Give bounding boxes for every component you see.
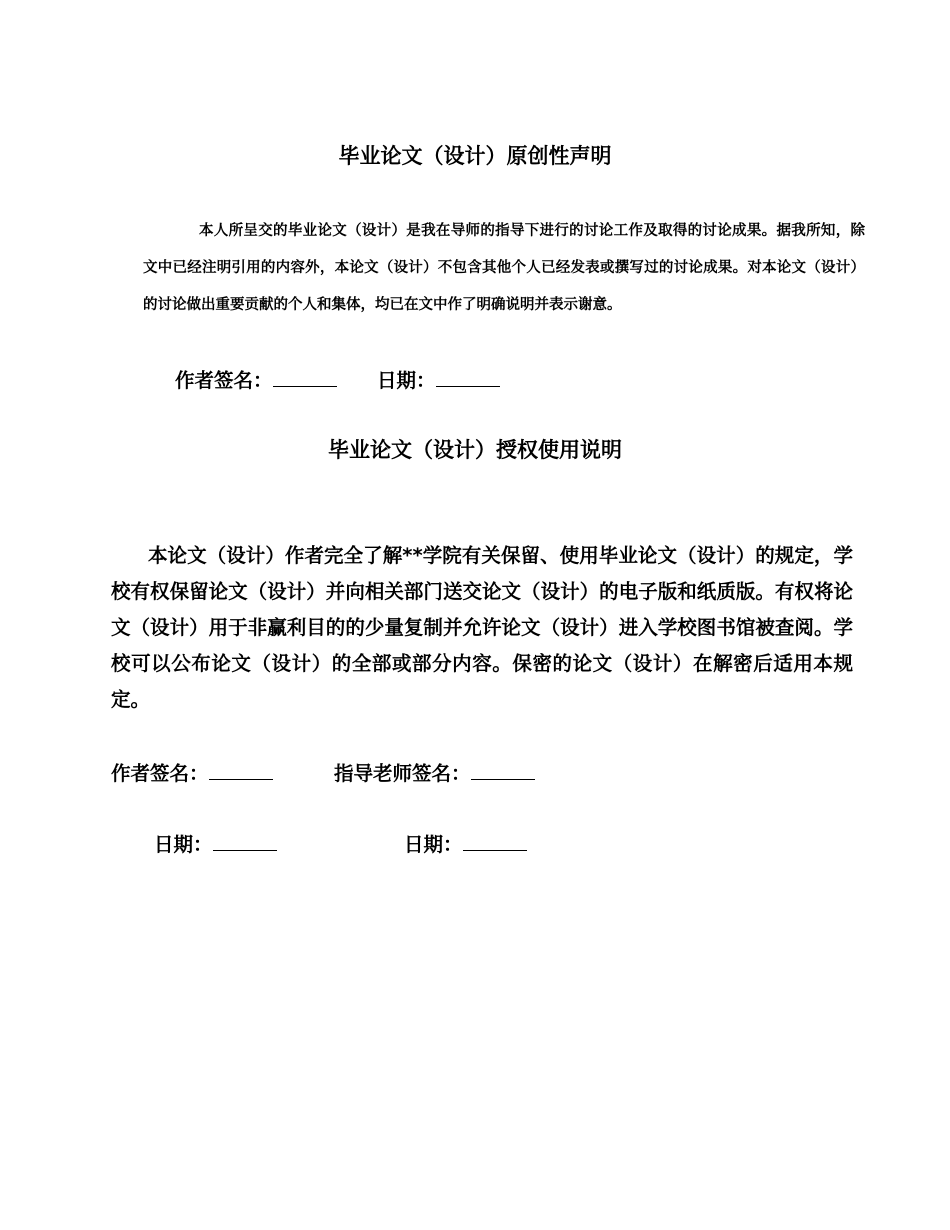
declaration-date-label: 日期：	[377, 369, 436, 392]
authorization-author-date-line	[154, 829, 277, 857]
auth-author-signature-label: 作者签名：	[111, 762, 209, 785]
auth-author-date-label: 日期：	[154, 833, 213, 856]
declaration-signature-line	[175, 365, 337, 393]
advisor-date-blank[interactable]	[463, 832, 527, 851]
declaration-body: 本人所呈交的毕业论文（设计）是我在导师的指导下进行的讨论工作及取得的讨论成果。据我所知，除文中已经注明引用的内容外，本论文（设计）不包含其他个人已经发表或撰写过的讨论成果。对本论文（设计）的讨论做出重要贡献的个人和集体，均已在文中作了明确说明并表示谢意。	[143, 223, 865, 313]
declaration-date-line	[377, 365, 500, 393]
authorization-advisor-date-line	[404, 829, 527, 857]
auth-author-date-blank[interactable]	[213, 832, 277, 851]
authorization-title: 毕业论文（设计）授权使用说明	[328, 438, 622, 462]
author-signature-label: 作者签名：	[175, 369, 273, 392]
advisor-date-label: 日期：	[404, 833, 463, 856]
authorization-advisor-signature-line	[334, 758, 535, 786]
author-signature-blank[interactable]	[273, 368, 337, 387]
declaration-date-blank[interactable]	[436, 368, 500, 387]
auth-author-signature-blank[interactable]	[209, 761, 273, 780]
authorization-body: 本论文（设计）作者完全了解**学院有关保留、使用毕业论文（设计）的规定，学校有权保留论文（设计）并向相关部门送交论文（设计）的电子版和纸质版。有权将论文（设计）用于非赢利目的的少量复制并允许论文（设计）进入学校图书馆被查阅。学校可以公布论文（设计）的全部或部分内容。保密的论文（设计）在解密后适用本规定。	[111, 544, 853, 711]
advisor-signature-blank[interactable]	[471, 761, 535, 780]
declaration-title: 毕业论文（设计）原创性声明	[338, 144, 612, 168]
authorization-author-signature-line	[111, 758, 273, 786]
advisor-signature-label: 指导老师签名：	[334, 762, 471, 785]
